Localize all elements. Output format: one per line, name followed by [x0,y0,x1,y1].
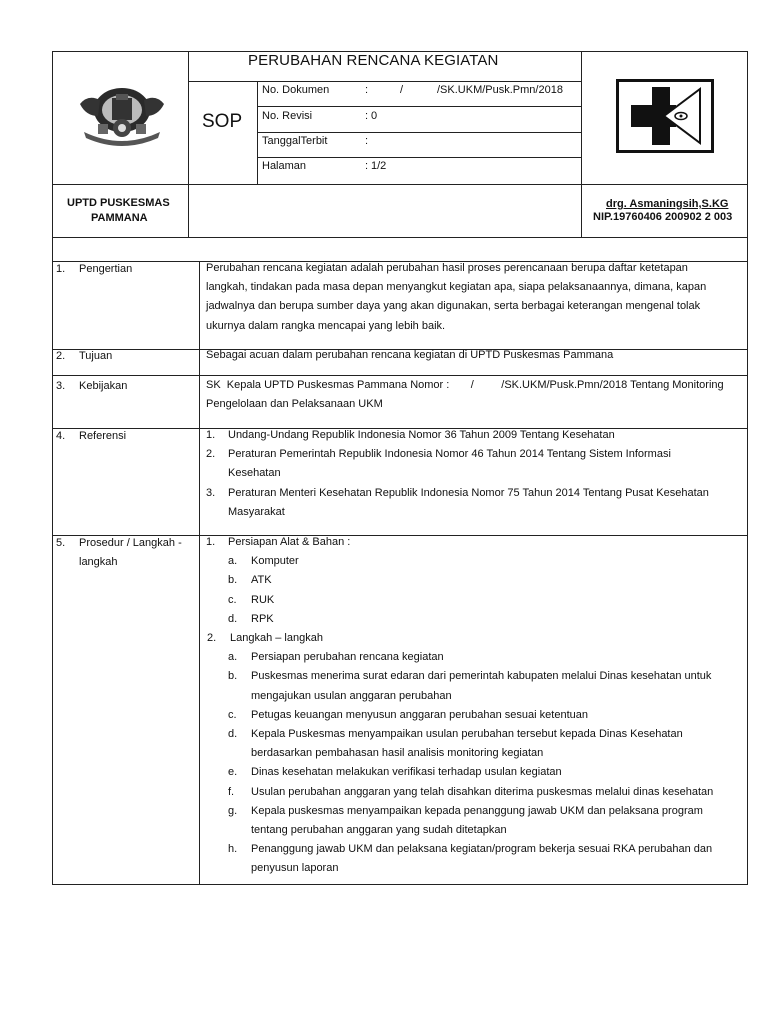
section-body-referensi [206,426,709,522]
sub-item [206,591,713,610]
list-text: Persiapan Alat & Bahan : [228,536,351,548]
text-line: Sebagai acuan dalam perubahan rencana kegiatan di UPTD Puskesmas Pammana [206,349,614,361]
signer-name: drg. Asmaningsih,S.KG [606,198,729,210]
sub-text: Usulan perubahan anggaran yang telah disahkan diterima puskesmas melalui dinas kesehatan [251,785,714,798]
sub-item [206,571,713,590]
sub-text: Dinas kesehatan melakukan verifikasi terhadap usulan kegiatan [251,766,562,779]
list-item [206,445,709,464]
list-text: Kesehatan [228,467,281,480]
list-number: 3. [206,486,216,499]
group-title [206,533,713,552]
sub-text: Penanggung jawab UKM dan pelaksana kegiatan/program bekerja sesuai RKA perubahan dan [251,843,713,856]
sub-item [206,802,713,821]
sub-item [206,763,713,782]
sub-item [206,783,713,802]
section-body-pengertian [206,259,706,336]
meta-label-no-revisi: No. Revisi [262,110,313,122]
section-label-referensi: Referensi [79,430,127,442]
sub-letter: c. [228,708,237,721]
text-line: langkah, tindakan pada masa depan menyangkut kegiatan apa, siapa pelaksanaannya, dimana, kapan [206,281,707,294]
list-item-cont [206,464,709,483]
meta-sep: : [365,84,369,96]
sub-item-cont [206,821,713,840]
text-line: Pengelolaan dan Pelaksanaan UKM [206,398,383,411]
sub-item [206,840,713,859]
sub-item [206,667,713,686]
section-number: 5. [56,537,66,549]
sub-letter: b. [228,670,238,683]
sub-text: mengajukan usulan anggaran perubahan [251,689,452,702]
list-item-cont [206,503,709,522]
sub-letter: e. [228,766,238,779]
list-item [206,426,709,445]
list-number: 2. [207,632,217,645]
meta-label-no-dokumen: No. Dokumen [262,84,330,96]
sub-letter: c. [228,593,237,606]
puskesmas-logo [74,80,170,148]
meta-value2-no-dokumen: /SK.UKM/Pusk.Pmn/2018 [437,84,563,96]
sub-text: Kepala puskesmas menyampaikan kepada penanggung jawab UKM dan pelaksana program [251,804,703,817]
sub-letter: a. [228,651,238,664]
text-line: Perubahan rencana kegiatan adalah perubahan hasil proses perencanaan berupa daftar ketetapan [206,262,688,274]
sub-letter: f. [228,785,235,798]
list-text: Peraturan Menteri Kesehatan Republik Indonesia Nomor 75 Tahun 2014 Tentang Pusat Kesehatan [228,486,709,499]
meta-value-no-dokumen: / [400,84,404,96]
sub-letter: h. [228,843,238,856]
meta-value-no-revisi: 0 [371,110,378,122]
section-body-tujuan [206,346,613,365]
page-title: PERUBAHAN RENCANA KEGIATAN [248,52,499,69]
meta-label-halaman: Halaman [262,160,307,172]
sop-label: SOP [202,111,243,132]
text-line: ukurnya dalam rangka mencapai yang lebih baik. [206,319,446,332]
sub-letter: a. [228,555,238,568]
list-number: 1. [206,429,216,441]
sub-text: Komputer [251,555,299,568]
sub-item [206,648,713,667]
meta-sep: : [365,110,369,122]
sub-text: berdasarkan pembahasan hasil analisis monitoring kegiatan [251,747,544,760]
health-cross-logo [616,79,714,153]
meta-value-halaman: 1/2 [371,160,387,172]
list-text: Langkah – langkah [230,632,323,645]
text-line: jadwalnya dan berupa sumber daya yang akan digunakan, serta berbagai keterangan mengenal tolak [206,300,701,313]
sub-text: RPK [251,612,274,625]
list-text: Undang-Undang Republik Indonesia Nomor 36 Tahun 2009 Tentang Kesehatan [228,429,615,441]
list-number: 2. [206,448,216,461]
signer-nip: NIP.19760406 200902 2 003 [593,211,733,223]
sub-text: Puskesmas menerima surat edaran dari pemerintah kabupaten melalui Dinas kesehatan untuk [251,670,712,683]
sub-text: Persiapan perubahan rencana kegiatan [251,651,444,664]
meta-sep: : [365,160,369,172]
sub-item-cont [206,744,713,763]
sub-item-cont [206,687,713,706]
section-number: 2. [56,350,66,362]
section-number: 4. [56,430,66,442]
sub-text: Petugas keuangan menyusun anggaran perubahan sesuai ketentuan [251,708,588,721]
sub-item-cont [206,859,713,878]
sub-item [206,725,713,744]
section-number: 3. [56,380,66,392]
list-text: Masyarakat [228,505,285,518]
meta-label-tanggal-terbit: TanggalTerbit [262,135,328,147]
section-label-prosedur-cont: langkah [79,556,118,568]
meta-sep: : [365,135,369,147]
sub-text: tentang perubahan anggaran yang sudah ditetapkan [251,824,507,837]
text-line: SK Kepala UPTD Puskesmas Pammana Nomor : / /SK.UKM/Pusk.Pmn/2018 Tentang Monitoring [206,379,724,391]
org-name-line1: UPTD PUSKESMAS [67,197,170,209]
sub-text: penyusun laporan [251,862,339,875]
sub-text: ATK [251,574,272,587]
section-label-pengertian: Pengertian [79,263,133,275]
list-number: 1. [206,536,216,548]
sub-item [206,552,713,571]
sub-text: Kepala Puskesmas menyampaikan usulan perubahan tersebut kepada Dinas Kesehatan [251,728,683,741]
sub-item [206,706,713,725]
section-label-kebijakan: Kebijakan [79,380,128,392]
section-number: 1. [56,263,66,275]
org-name-line2: PAMMANA [91,212,148,224]
sub-letter: g. [228,804,238,817]
sub-letter: b. [228,574,238,587]
sub-letter: d. [228,612,238,625]
list-text: Peraturan Pemerintah Republik Indonesia Nomor 46 Tahun 2014 Tentang Sistem Informasi [228,448,671,461]
list-item [206,484,709,503]
sub-item [206,610,713,629]
section-body-kebijakan [206,376,724,414]
section-label-prosedur: Prosedur / Langkah - [79,537,182,549]
section-body-prosedur [206,533,713,879]
section-label-tujuan: Tujuan [79,350,113,362]
sub-text: RUK [251,593,275,606]
sub-letter: d. [228,728,238,741]
group-title [206,629,713,648]
